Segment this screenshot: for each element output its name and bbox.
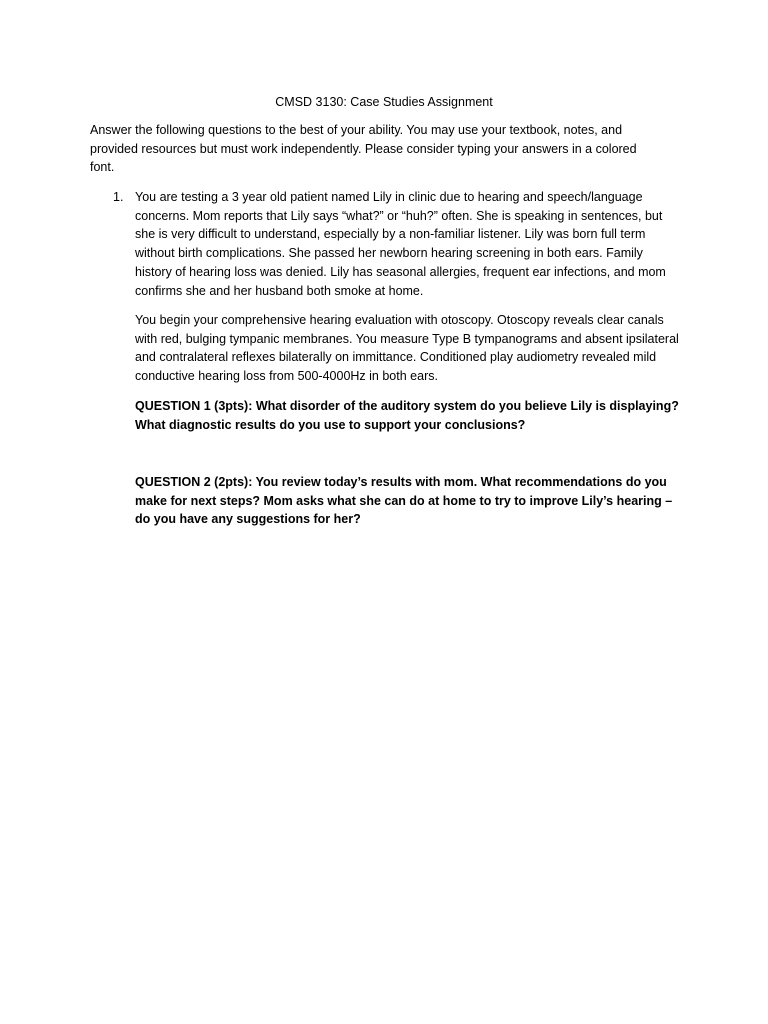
list-item-number: 1. — [113, 190, 124, 204]
case-paragraph-evaluation: You begin your comprehensive hearing evaluation with otoscopy. Otoscopy reveals clear canals with red, bulging tympanic membranes. You measure Type B tympanograms and absent ipsilateral and contralateral reflexes bilaterally on immittance. Conditioned play audiometry revealed mild conductive hearing loss from 500-4000Hz in both ears. — [135, 313, 679, 384]
question-1: QUESTION 1 (3pts): What disorder of the auditory system do you believe Lily is displaying? What diagnostic results do you use to support your conclusions? — [135, 399, 679, 432]
document-title: CMSD 3130: Case Studies Assignment — [275, 95, 493, 109]
question-2: QUESTION 2 (2pts): You review today’s results with mom. What recommendations do you make for next steps? Mom asks what she can do at home to try to improve Lily’s hearing – do you have any suggestions for her? — [135, 475, 673, 527]
case-paragraph-history: You are testing a 3 year old patient named Lily in clinic due to hearing and speech/language concerns. Mom reports that Lily says “what?” or “huh?” often. She is speaking in sentences, but she is very difficult to understand, especially by a non-familiar listener. Lily was born full term without birth complications. She passed her newborn hearing screening in both ears. Family history of hearing loss was denied. Lily has seasonal allergies, frequent ear infections, and mom confirms she and her husband both smoke at home. — [135, 190, 666, 298]
instructions-paragraph: Answer the following questions to the best of your ability. You may use your textbook, notes, and provided resources but must work independently. Please consider typing your answers in a colored font. — [90, 123, 637, 175]
